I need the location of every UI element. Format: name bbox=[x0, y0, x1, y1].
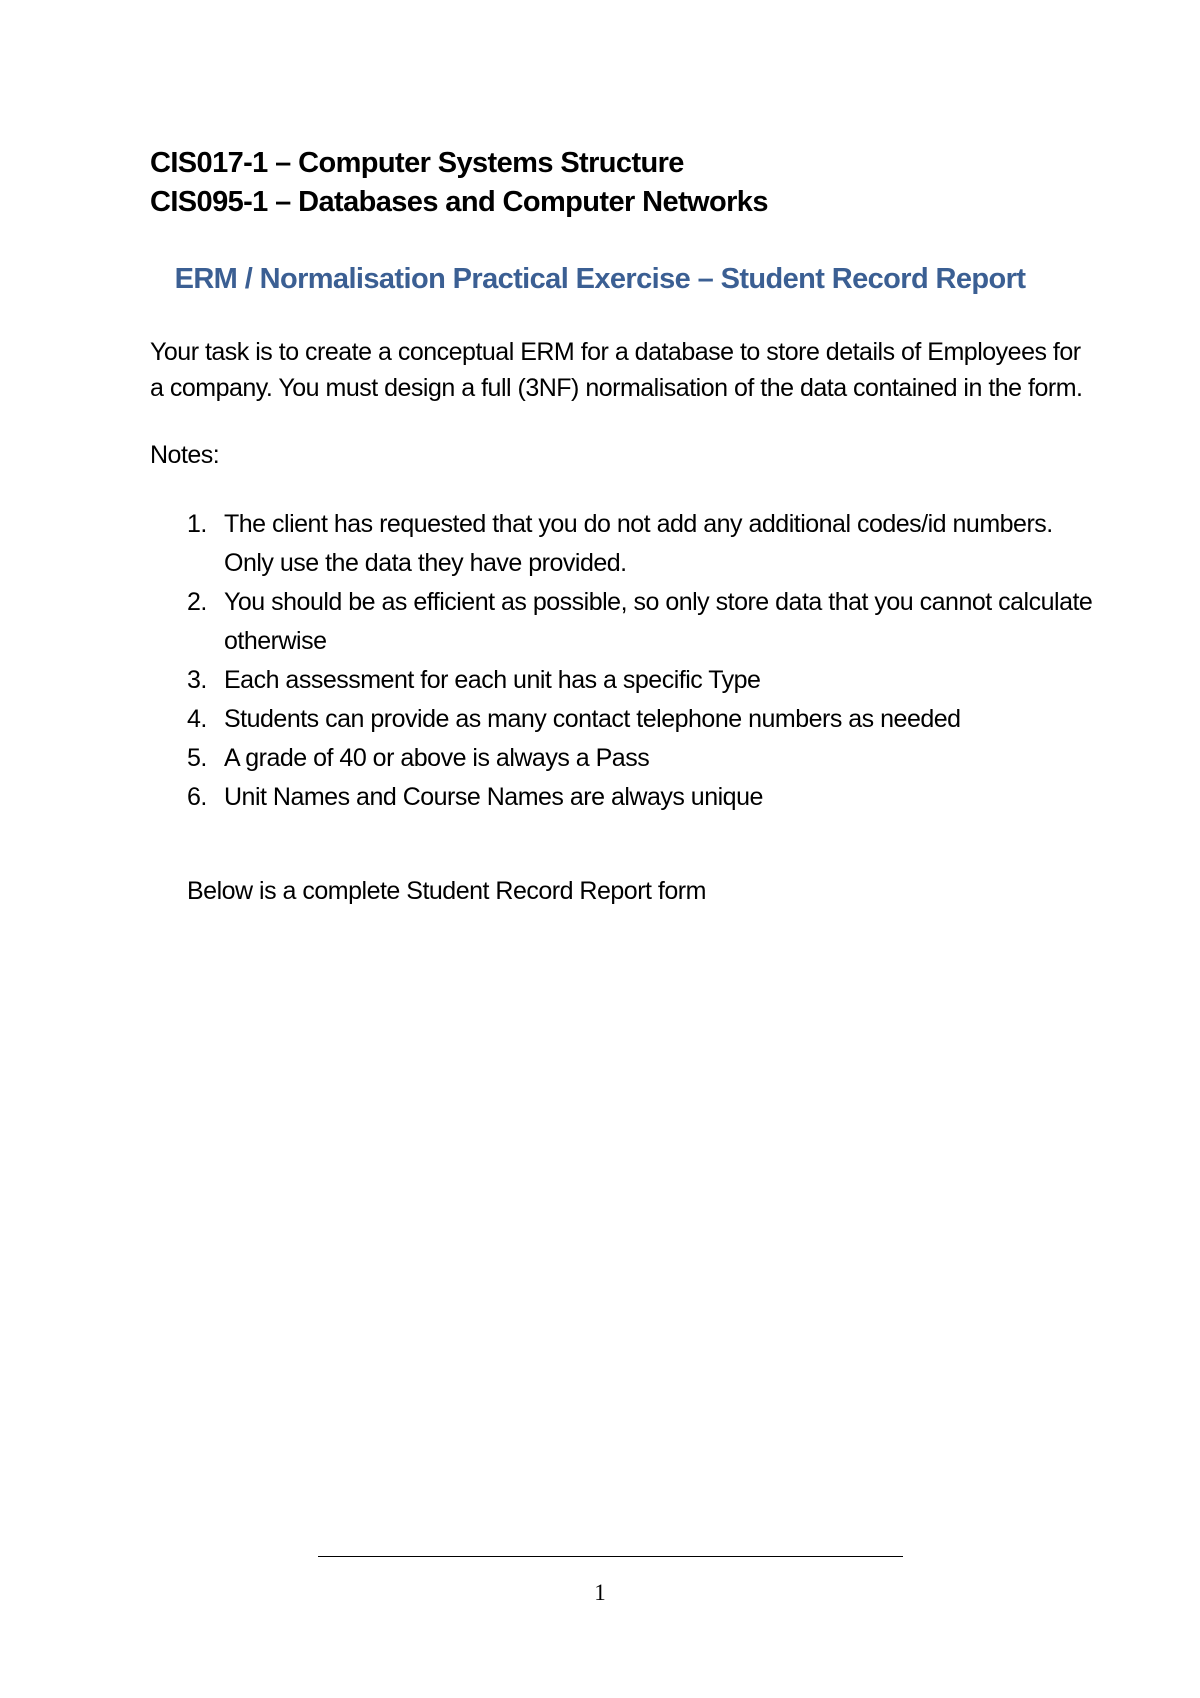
note-number: 5. bbox=[187, 744, 207, 772]
note-number: 2. bbox=[187, 588, 207, 616]
notes-list bbox=[150, 505, 1100, 817]
note-item bbox=[150, 661, 1100, 700]
note-text: You should be as efficient as possible, so only store data that you cannot calculate otherwise bbox=[224, 588, 1093, 655]
note-text: A grade of 40 or above is always a Pass bbox=[224, 744, 650, 772]
note-item bbox=[150, 700, 1100, 739]
note-number: 3. bbox=[187, 666, 207, 694]
note-item bbox=[150, 739, 1100, 778]
note-text: Each assessment for each unit has a specific Type bbox=[224, 666, 761, 694]
note-number: 4. bbox=[187, 705, 207, 733]
note-item bbox=[150, 505, 1100, 583]
course-title-cis017: CIS017-1 – Computer Systems Structure bbox=[150, 147, 684, 179]
footer-divider bbox=[318, 1556, 903, 1557]
notes-label: Notes: bbox=[150, 441, 220, 469]
note-number: 6. bbox=[187, 783, 207, 811]
exercise-title: ERM / Normalisation Practical Exercise – Student Record Report bbox=[174, 263, 1026, 295]
course-title-cis095: CIS095-1 – Databases and Computer Networks bbox=[150, 186, 768, 218]
note-number: 1. bbox=[187, 510, 207, 538]
note-text: Unit Names and Course Names are always unique bbox=[224, 783, 763, 811]
form-intro-text: Below is a complete Student Record Report form bbox=[187, 877, 706, 905]
note-text: The client has requested that you do not add any additional codes/id numbers. Only use the data they have provided. bbox=[224, 510, 1053, 577]
note-text: Students can provide as many contact telephone numbers as needed bbox=[224, 705, 961, 733]
task-description: Your task is to create a conceptual ERM for a database to store details of Employees for a company. You must design a full (3NF) normalisation of the data contained in the form. bbox=[150, 338, 1083, 402]
note-item bbox=[150, 778, 1100, 817]
note-item bbox=[150, 583, 1100, 661]
page-number: 1 bbox=[594, 1580, 606, 1605]
